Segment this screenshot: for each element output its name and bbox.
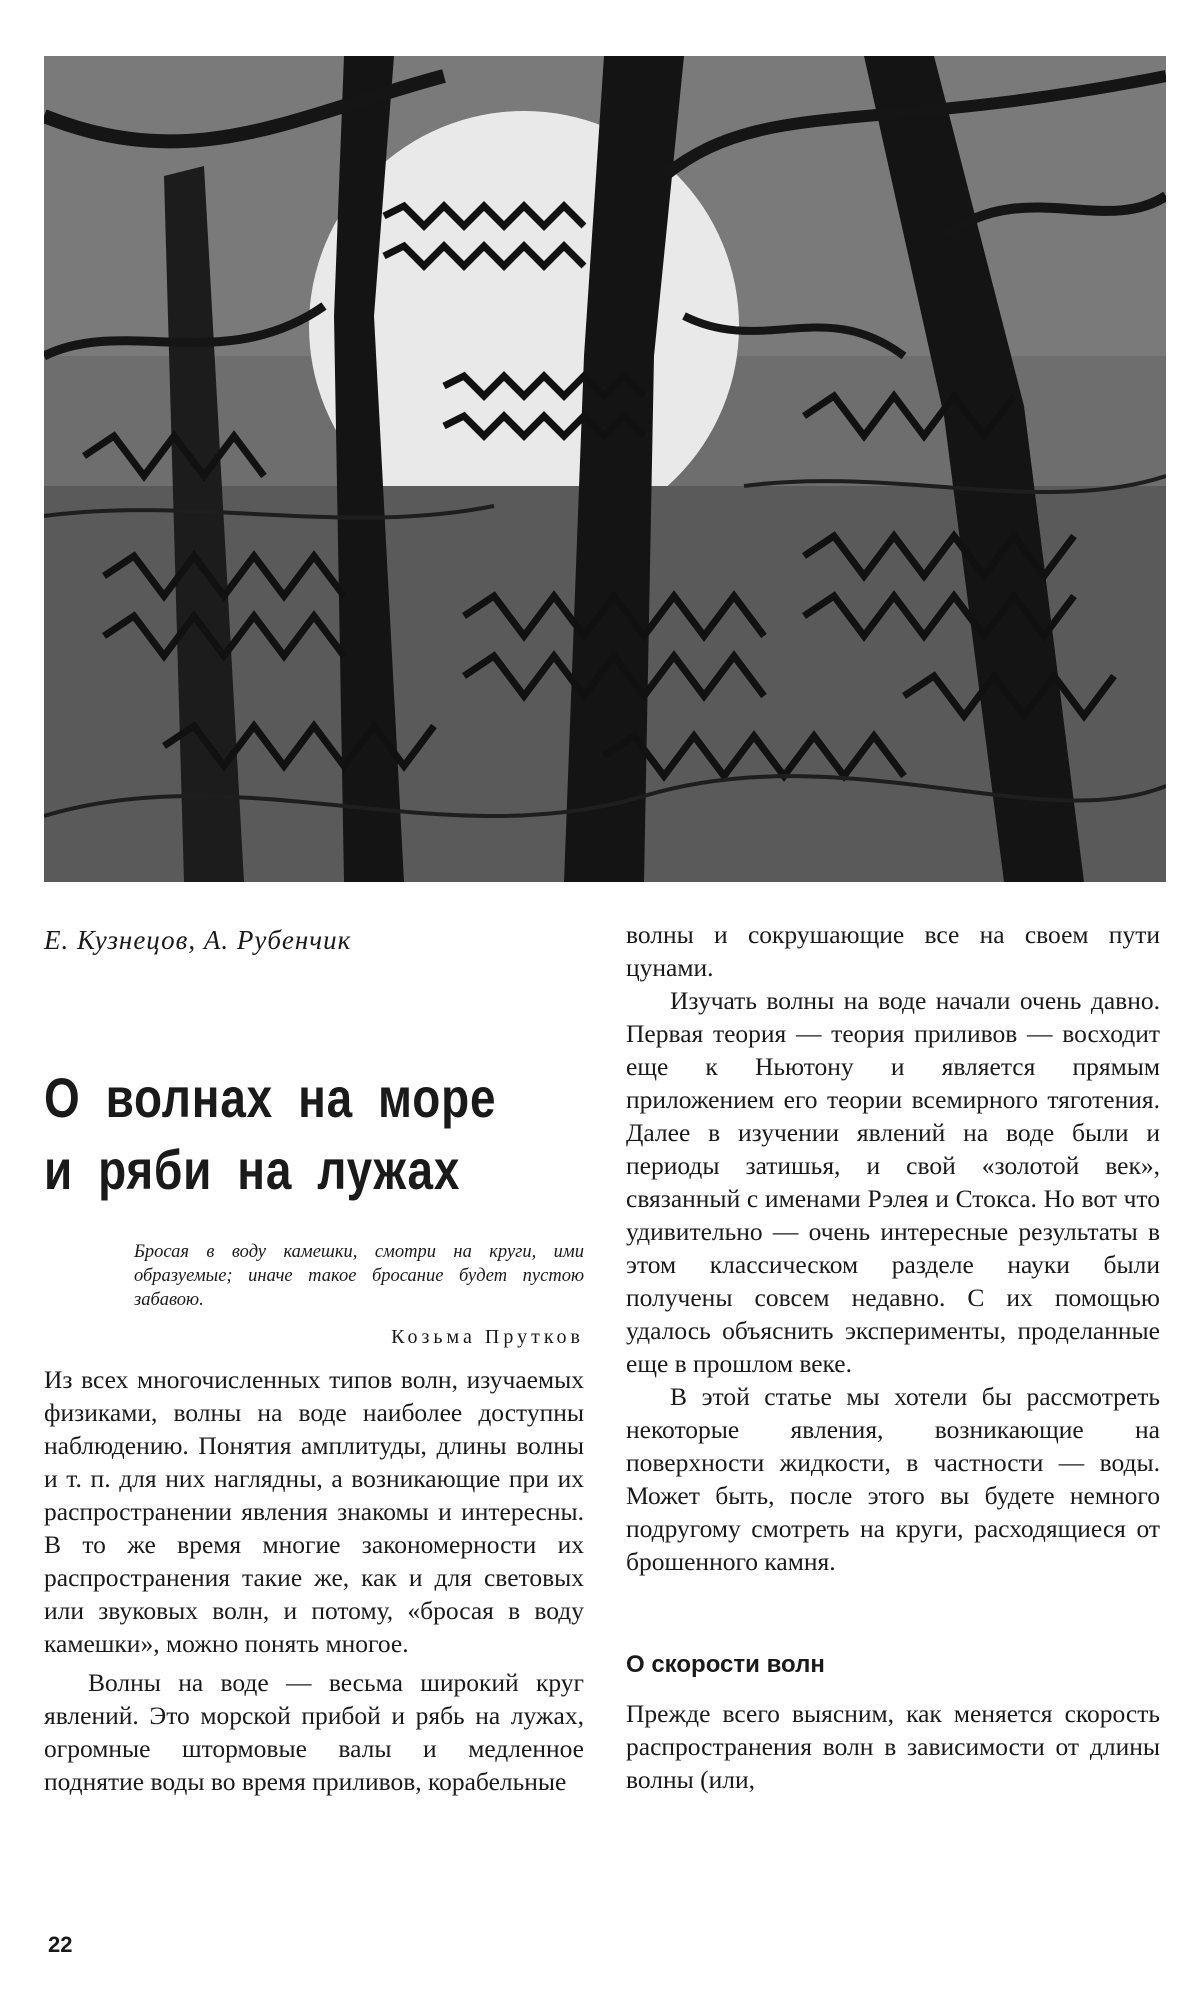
paragraph: Волны на воде — весьма широкий круг явлений. Это морской прибой и рябь на лужах, огромные штормовые валы и медленное поднятие воды во время приливов, корабельные [44, 1668, 584, 1796]
paragraph: Изучать волны на воде начали очень давно. Первая теория — теория приливов — восходит еще к Ньютону и является прямым приложением его теории всемирного тяготения. Далее в изучении явлений на воде были и периоды затишья, и свой «золотой век», связанный с именами Рэлея и Стокса. Но вот что удивительно — очень интересные результаты в этом классическом разделе науки были получены совсем недавно. С их помощью удалось объяснить эксперименты, проделанные еще в прошлом веке. [626, 986, 1160, 1378]
title-line-1: О волнах на море [44, 1066, 497, 1129]
paragraph: Прежде всего выясним, как меняется скорость распространения волн в зависимости от длины волны (или, [626, 1699, 1160, 1794]
left-column [44, 918, 584, 1798]
epigraph: Бросая в воду камешки, смотри на круги, ими образуемые; иначе такое бросание будет пустою забавою. [134, 1242, 584, 1310]
paragraph: Из всех многочисленных типов волн, изучаемых физиками, волны на воде наиболее доступны наблюдению. Понятия амплитуды, длины волны и т. п. для них наглядны, а возникающие при их распространении явления знакомы и интересны. В то же время многие закономерности их распространения такие же, как и для световых или звуковых волн, и потому, «бросая в воду камешки», можно понять многое. [44, 1365, 584, 1658]
illustration [44, 56, 1166, 882]
paragraph: волны и сокрушающие все на своем пути цунами. [626, 920, 1160, 982]
article-title [44, 1062, 577, 1206]
page-number: 22 [48, 1932, 73, 1957]
article-authors: Е. Кузнецов, А. Рубенчик [44, 925, 352, 955]
paragraph: В этой статье мы хотели бы рассмотреть некоторые явления, возникающие на поверхности жидкости, в частности — воды. Может быть, после этого вы будете немного подругому смотреть на круги, расходящиеся от брошенного камня. [626, 1382, 1160, 1576]
epigraph-author: Козьма Прутков [391, 1326, 584, 1348]
section-heading: О скорости волн [626, 1651, 825, 1678]
title-line-2: и ряби на лужах [44, 1138, 461, 1201]
right-column [626, 918, 1160, 1796]
moon-reflection-illustration-icon [44, 56, 1166, 882]
